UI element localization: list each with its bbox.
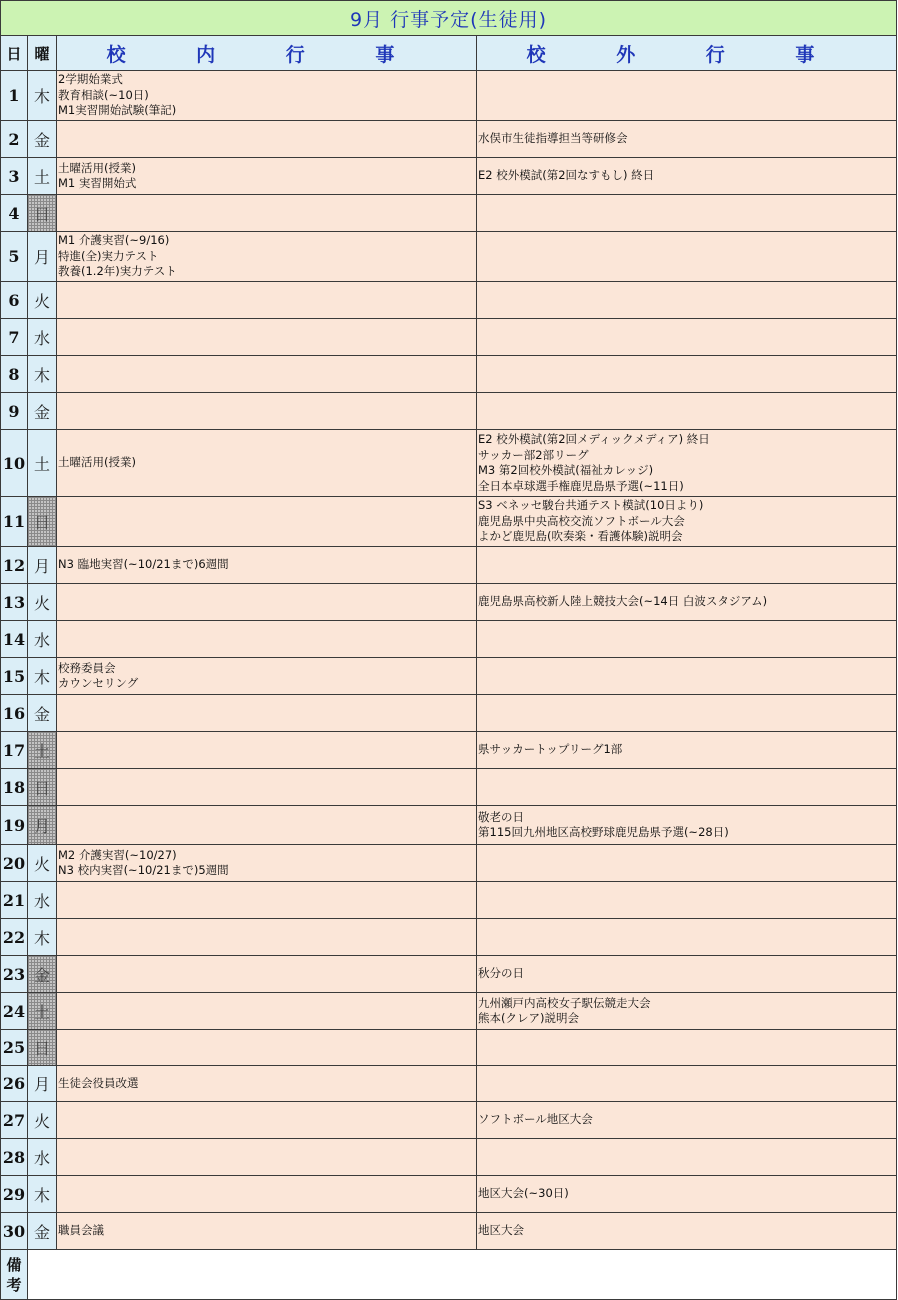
external-event-item: ソフトボール地区大会 bbox=[478, 1112, 593, 1127]
internal-events-cell bbox=[57, 121, 477, 158]
header-day: 日 bbox=[1, 36, 28, 71]
external-event-item: 地区大会 bbox=[478, 1223, 524, 1238]
weekday-cell: 土 bbox=[28, 158, 57, 195]
external-events-cell bbox=[477, 1066, 897, 1102]
internal-events-cell bbox=[57, 1213, 477, 1250]
internal-events-cell bbox=[57, 956, 477, 993]
internal-events-cell bbox=[57, 584, 477, 621]
day-number: 8 bbox=[1, 356, 28, 393]
internal-events-cell bbox=[57, 497, 477, 547]
internal-event-item: 生徒会役員改選 bbox=[58, 1075, 139, 1090]
external-events-cell bbox=[477, 1102, 897, 1139]
external-events-cell bbox=[477, 121, 897, 158]
day-row bbox=[1, 584, 897, 621]
external-event-item: S3 ベネッセ駿台共通テスト模試(10日より) bbox=[478, 498, 704, 513]
internal-event-item: M1実習開始試験(筆記) bbox=[58, 103, 177, 118]
day-row bbox=[1, 71, 897, 121]
day-row bbox=[1, 993, 897, 1030]
day-number: 4 bbox=[1, 195, 28, 232]
external-event-item: 鹿児島県中央高校交流ソフトボール大会 bbox=[478, 513, 685, 528]
notes-label bbox=[1, 1250, 28, 1300]
internal-events-cell bbox=[57, 393, 477, 430]
weekday-cell: 土 bbox=[28, 732, 57, 769]
internal-events-cell bbox=[57, 1139, 477, 1176]
internal-events-cell bbox=[57, 430, 477, 497]
day-number: 3 bbox=[1, 158, 28, 195]
internal-event-item: 特進(全)実力テスト bbox=[58, 248, 159, 263]
internal-events-cell bbox=[57, 769, 477, 806]
weekday-cell: 木 bbox=[28, 356, 57, 393]
internal-events-cell bbox=[57, 319, 477, 356]
internal-events-cell bbox=[57, 71, 477, 121]
page-title: 9月 行事予定(生徒用) bbox=[1, 1, 897, 36]
internal-events-cell bbox=[57, 1030, 477, 1066]
external-events-cell bbox=[477, 547, 897, 584]
weekday-cell: 金 bbox=[28, 695, 57, 732]
weekday-cell: 水 bbox=[28, 882, 57, 919]
external-events-cell bbox=[477, 732, 897, 769]
internal-event-item: M2 介護実習(~10/27) bbox=[58, 847, 177, 862]
weekday-cell: 土 bbox=[28, 993, 57, 1030]
day-row bbox=[1, 1139, 897, 1176]
weekday-cell: 月 bbox=[28, 232, 57, 282]
internal-events-cell bbox=[57, 845, 477, 882]
weekday-cell: 金 bbox=[28, 121, 57, 158]
external-events-cell bbox=[477, 232, 897, 282]
weekday-cell: 木 bbox=[28, 919, 57, 956]
day-row bbox=[1, 319, 897, 356]
weekday-cell: 火 bbox=[28, 1102, 57, 1139]
header-weekday: 曜 bbox=[28, 36, 57, 71]
internal-event-item: 2学期始業式 bbox=[58, 72, 123, 87]
weekday-cell: 水 bbox=[28, 319, 57, 356]
external-events-cell bbox=[477, 1030, 897, 1066]
internal-events-cell bbox=[57, 695, 477, 732]
day-row bbox=[1, 430, 897, 497]
internal-events-cell bbox=[57, 232, 477, 282]
internal-events-cell bbox=[57, 993, 477, 1030]
external-events-cell bbox=[477, 71, 897, 121]
day-row bbox=[1, 956, 897, 993]
day-number: 30 bbox=[1, 1213, 28, 1250]
weekday-cell: 土 bbox=[28, 430, 57, 497]
day-number: 14 bbox=[1, 621, 28, 658]
external-events-cell bbox=[477, 956, 897, 993]
header-external-events: 校 外 行 事 bbox=[477, 36, 897, 71]
external-events-cell bbox=[477, 497, 897, 547]
day-number: 1 bbox=[1, 71, 28, 121]
external-event-item: E2 校外模試(第2回なすもし) 終日 bbox=[478, 168, 655, 183]
external-events-cell bbox=[477, 993, 897, 1030]
internal-events-cell bbox=[57, 1176, 477, 1213]
day-number: 24 bbox=[1, 993, 28, 1030]
day-row bbox=[1, 356, 897, 393]
internal-event-item: N3 校内実習(~10/21まで)5週間 bbox=[58, 863, 229, 877]
internal-events-cell bbox=[57, 282, 477, 319]
day-number: 7 bbox=[1, 319, 28, 356]
day-row bbox=[1, 547, 897, 584]
internal-events-cell bbox=[57, 806, 477, 845]
day-row bbox=[1, 282, 897, 319]
internal-event-item: 土曜活用(授業) bbox=[58, 160, 136, 175]
external-events-cell bbox=[477, 158, 897, 195]
weekday-cell: 火 bbox=[28, 845, 57, 882]
external-events-cell bbox=[477, 769, 897, 806]
weekday-cell: 金 bbox=[28, 956, 57, 993]
external-event-item: 敬老の日 bbox=[478, 809, 524, 824]
weekday-cell: 日 bbox=[28, 769, 57, 806]
day-number: 6 bbox=[1, 282, 28, 319]
external-event-item: 地区大会(~30日) bbox=[478, 1186, 569, 1201]
internal-events-cell bbox=[57, 732, 477, 769]
external-event-item: 水俣市生徒指導担当等研修会 bbox=[478, 131, 628, 146]
day-number: 21 bbox=[1, 882, 28, 919]
notes-label-char: 備 bbox=[6, 1255, 22, 1274]
day-row bbox=[1, 121, 897, 158]
weekday-cell: 月 bbox=[28, 547, 57, 584]
internal-events-cell bbox=[57, 882, 477, 919]
external-event-item: 全日本卓球選手権鹿児島県予選(~11日) bbox=[478, 478, 684, 493]
day-number: 29 bbox=[1, 1176, 28, 1213]
external-event-item: M3 第2回校外模試(福祉カレッジ) bbox=[478, 463, 654, 477]
notes-body bbox=[28, 1250, 897, 1300]
day-row bbox=[1, 732, 897, 769]
day-number: 11 bbox=[1, 497, 28, 547]
weekday-cell: 日 bbox=[28, 497, 57, 547]
external-events-cell bbox=[477, 1176, 897, 1213]
internal-event-item: カウンセリング bbox=[58, 676, 139, 690]
external-events-cell bbox=[477, 919, 897, 956]
external-event-item: 第115回九州地区高校野球鹿児島県予選(~28日) bbox=[478, 825, 729, 839]
header-internal-events: 校 内 行 事 bbox=[57, 36, 477, 71]
weekday-cell: 木 bbox=[28, 658, 57, 695]
weekday-cell: 木 bbox=[28, 1176, 57, 1213]
external-events-cell bbox=[477, 584, 897, 621]
external-events-cell bbox=[477, 882, 897, 919]
internal-event-item: N3 臨地実習(~10/21まで)6週間 bbox=[58, 557, 229, 572]
day-row bbox=[1, 882, 897, 919]
day-number: 2 bbox=[1, 121, 28, 158]
external-event-item: 九州瀬戸内高校女子駅伝競走大会 bbox=[478, 995, 651, 1010]
external-events-cell bbox=[477, 695, 897, 732]
day-number: 10 bbox=[1, 430, 28, 497]
external-events-cell bbox=[477, 806, 897, 845]
external-event-item: 秋分の日 bbox=[478, 966, 524, 981]
day-number: 26 bbox=[1, 1066, 28, 1102]
day-number: 22 bbox=[1, 919, 28, 956]
day-row bbox=[1, 1102, 897, 1139]
weekday-cell: 水 bbox=[28, 1139, 57, 1176]
day-row bbox=[1, 158, 897, 195]
day-row bbox=[1, 497, 897, 547]
internal-events-cell bbox=[57, 547, 477, 584]
external-event-item: サッカー部2部リーグ bbox=[478, 447, 589, 462]
internal-events-cell bbox=[57, 1102, 477, 1139]
day-row bbox=[1, 1213, 897, 1250]
weekday-cell: 月 bbox=[28, 1066, 57, 1102]
weekday-cell: 木 bbox=[28, 71, 57, 121]
external-events-cell bbox=[477, 195, 897, 232]
internal-event-item: 校務委員会 bbox=[58, 660, 116, 675]
day-row bbox=[1, 919, 897, 956]
day-number: 28 bbox=[1, 1139, 28, 1176]
notes-label-char: 考 bbox=[6, 1275, 22, 1294]
day-row bbox=[1, 1030, 897, 1066]
weekday-cell: 金 bbox=[28, 1213, 57, 1250]
day-number: 25 bbox=[1, 1030, 28, 1066]
day-number: 20 bbox=[1, 845, 28, 882]
schedule-rows bbox=[1, 71, 897, 1250]
internal-events-cell bbox=[57, 658, 477, 695]
weekday-cell: 日 bbox=[28, 195, 57, 232]
external-events-cell bbox=[477, 845, 897, 882]
external-event-item: 鹿児島県高校新人陸上競技大会(~14日 白波スタジアム) bbox=[478, 594, 768, 609]
external-event-item: 県サッカートップリーグ1部 bbox=[478, 742, 623, 757]
internal-events-cell bbox=[57, 621, 477, 658]
day-row bbox=[1, 806, 897, 845]
day-row bbox=[1, 232, 897, 282]
day-number: 16 bbox=[1, 695, 28, 732]
day-row bbox=[1, 695, 897, 732]
internal-events-cell bbox=[57, 195, 477, 232]
external-events-cell bbox=[477, 621, 897, 658]
external-events-cell bbox=[477, 282, 897, 319]
internal-event-item: M1 実習開始式 bbox=[58, 176, 137, 190]
internal-event-item: 教育相談(~10日) bbox=[58, 87, 149, 102]
day-row bbox=[1, 769, 897, 806]
day-number: 18 bbox=[1, 769, 28, 806]
day-number: 27 bbox=[1, 1102, 28, 1139]
day-number: 12 bbox=[1, 547, 28, 584]
weekday-cell: 金 bbox=[28, 393, 57, 430]
internal-event-item: M1 介護実習(~9/16) bbox=[58, 233, 170, 248]
external-event-item: 熊本(クレア)説明会 bbox=[478, 1011, 579, 1025]
external-event-item: E2 校外模試(第2回メディックメディア) 終日 bbox=[478, 432, 710, 446]
internal-event-item: 土曜活用(授業) bbox=[58, 455, 136, 470]
internal-event-item: 職員会議 bbox=[58, 1223, 104, 1238]
external-events-cell bbox=[477, 356, 897, 393]
weekday-cell: 水 bbox=[28, 621, 57, 658]
day-row bbox=[1, 1066, 897, 1102]
weekday-cell: 火 bbox=[28, 282, 57, 319]
internal-event-item: 教養(1.2年)実力テスト bbox=[58, 264, 177, 279]
day-number: 5 bbox=[1, 232, 28, 282]
external-events-cell bbox=[477, 1139, 897, 1176]
day-row bbox=[1, 621, 897, 658]
external-events-cell bbox=[477, 393, 897, 430]
day-number: 13 bbox=[1, 584, 28, 621]
external-events-cell bbox=[477, 319, 897, 356]
external-event-item: よかど鹿児島(吹奏楽・看護体験)説明会 bbox=[478, 529, 683, 544]
weekday-cell: 日 bbox=[28, 1030, 57, 1066]
day-number: 9 bbox=[1, 393, 28, 430]
day-number: 15 bbox=[1, 658, 28, 695]
external-events-cell bbox=[477, 658, 897, 695]
internal-events-cell bbox=[57, 356, 477, 393]
internal-events-cell bbox=[57, 158, 477, 195]
day-row bbox=[1, 845, 897, 882]
internal-events-cell bbox=[57, 1066, 477, 1102]
external-events-cell bbox=[477, 430, 897, 497]
day-row bbox=[1, 1176, 897, 1213]
day-row bbox=[1, 195, 897, 232]
day-number: 23 bbox=[1, 956, 28, 993]
external-events-cell bbox=[477, 1213, 897, 1250]
day-row bbox=[1, 393, 897, 430]
day-number: 19 bbox=[1, 806, 28, 845]
weekday-cell: 月 bbox=[28, 806, 57, 845]
internal-events-cell bbox=[57, 919, 477, 956]
day-number: 17 bbox=[1, 732, 28, 769]
day-row bbox=[1, 658, 897, 695]
weekday-cell: 火 bbox=[28, 584, 57, 621]
